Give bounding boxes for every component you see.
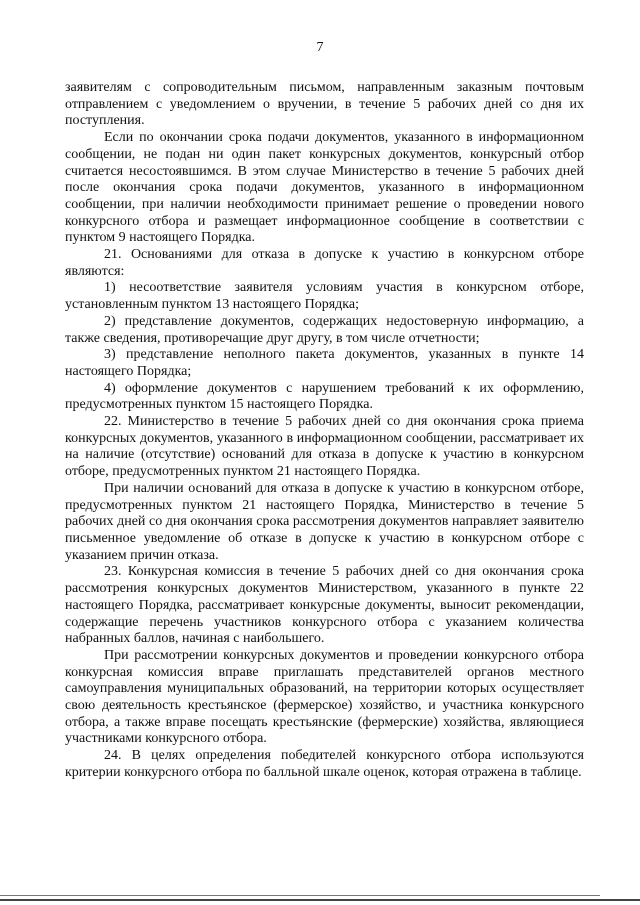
paragraph-23-commission-review: 23. Конкурсная комиссия в течение 5 рабочих дней со дня окончания срока рассмотрения конкурсных документов Министерством, указанного в пункте 22 настоящего Порядка, рассматривает конкурсные документы, выносит рекомендации, содержащие перечень участников конкурсного отбора с указанием количества набранных баллов, начиная с наибольшего.: [65, 564, 584, 647]
scan-edge-shadow: [0, 895, 600, 896]
list-item-21-2: 2) представление документов, содержащих недостоверную информацию, а также сведения, противоречащие друг другу, в том числе отчетности;: [65, 313, 584, 346]
page-number: 7: [316, 40, 324, 55]
list-item-21-1: 1) несоответствие заявителя условиям участия в конкурсном отборе, установленным пунктом 13 настоящего Порядка;: [65, 280, 584, 313]
paragraph-22-ministry-review: 22. Министерство в течение 5 рабочих дней со дня окончания срока приема конкурсных документов, указанного в информационном сообщении, рассматривает их на наличие (отсутствие) оснований для отказа в допуске к участию в конкурсном отборе, предусмотренных пунктом 21 настоящего Порядка.: [65, 414, 584, 480]
list-item-21-4: 4) оформление документов с нарушением требований к их оформлению, предусмотренных пунктом 15 настоящего Порядка.: [65, 380, 584, 413]
scan-edge-line: [0, 899, 640, 901]
paragraph-24-selection-criteria: 24. В целях определения победителей конкурсного отбора используются критерии конкурсного отбора по балльной шкале оценок, которая отражена в таблице.: [65, 748, 584, 780]
paragraph-no-applications: Если по окончании срока подачи документов, указанного в информационном сообщении, не подан ни один пакет конкурсных документов, конкурсный отбор считается несостоявшимся. В этом случае Министерство в течение 5 рабочих дней после окончания срока подачи документов, указанного в информационном сообщении, при наличии необходимости принимает решение о проведении нового конкурсного отбора и размещает информационное сообщение в соответствии с пунктом 9 настоящего Порядка.: [65, 130, 584, 246]
list-item-21-3: 3) представление неполного пакета документов, указанных в пункте 14 настоящего Порядка;: [65, 347, 584, 379]
paragraph-continuation: заявителям с сопроводительным письмом, направленным заказным почтовым отправлением с уведомлением о вручении, в течение 5 рабочих дней со дня их поступления.: [65, 80, 584, 129]
paragraph-commission-invitations: При рассмотрении конкурсных документов и проведении конкурсного отбора конкурсная комиссия вправе приглашать представителей органов местного самоуправления муниципальных образований, на территории которых осуществляет свою деятельность крестьянское (фермерское) хозяйство, и участника конкурсного отбора, а также вправе посещать крестьянские (фермерские) хозяйства, являющиеся участниками конкурсного отбора.: [65, 647, 584, 747]
document-body: [65, 80, 584, 782]
paragraph-refusal-notification: При наличии оснований для отказа в допуске к участию в конкурсном отборе, предусмотренных пунктом 21 настоящего Порядка, Министерство в течение 5 рабочих дней со дня окончания срока рассмотрения документов направляет заявителю письменное уведомление об отказе в допуске к участию в конкурсном отборе с указанием причин отказа.: [65, 480, 584, 563]
paragraph-21-grounds-for-refusal: 21. Основаниями для отказа в допуске к участию в конкурсном отборе являются:: [65, 247, 584, 279]
